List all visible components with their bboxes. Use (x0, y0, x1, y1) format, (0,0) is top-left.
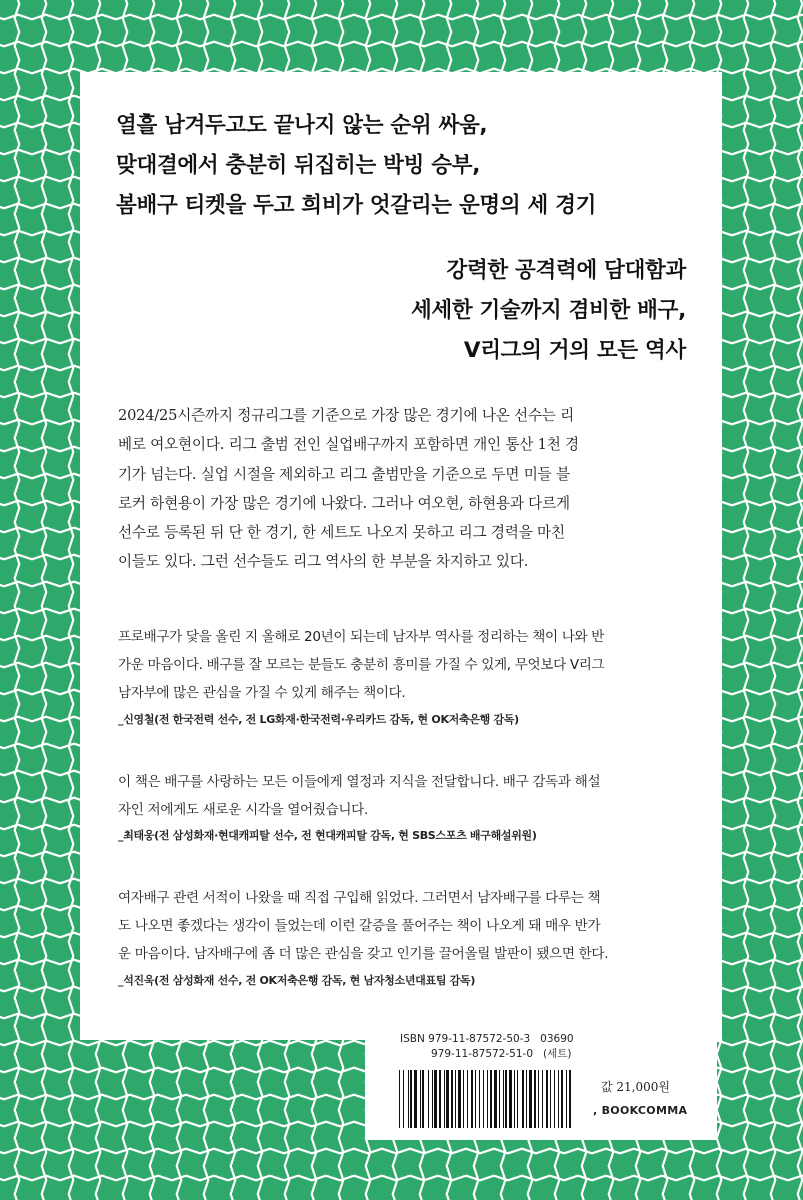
barcode-bar (451, 1070, 453, 1128)
barcode-bar (483, 1070, 484, 1128)
recommendation-line: 운 마음이다. 남자배구에 좀 더 많은 관심을 갖고 인기를 끌어올릴 발판이 됐으면 한다. (118, 946, 609, 963)
barcode-bar (550, 1070, 551, 1128)
barcode-bar (499, 1070, 500, 1128)
barcode-bar (479, 1070, 480, 1128)
barcode-bar (434, 1070, 437, 1128)
isbn-line: ISBN 979-11-87572-50-3 03690 (400, 1033, 574, 1045)
barcode-bar (471, 1070, 473, 1128)
barcode-bar (463, 1070, 464, 1128)
isbn-set-line: 979-11-87572-51-0 (세트) (431, 1048, 572, 1060)
barcode-bar (458, 1070, 461, 1128)
isbn-block (400, 1032, 574, 1062)
recommendation-line: 가운 마음이다. 배구를 잘 모르는 분들도 충분히 흥미를 가질 수 있게, 무엇보다 V리그 (118, 657, 605, 674)
barcode-bar (529, 1070, 532, 1128)
publisher-logo: , BOOKCOMMA (593, 1104, 688, 1117)
barcode-bar (503, 1070, 504, 1128)
barcode-bar (428, 1070, 429, 1128)
back-cover-card (80, 72, 722, 1040)
net-strand (15, 0, 20, 1200)
net-strand (0, 15, 803, 20)
intro-line: 이들도 있다. 그런 선수들도 리그 역사의 한 부분을 차지하고 있다. (118, 553, 529, 571)
barcode-bar (517, 1070, 518, 1128)
recommendation-author: _최태웅(전 삼성화재·현대캐피탈 선수, 전 현대캐피탈 감독, 현 SBS스포츠 배구해설위원) (118, 829, 537, 843)
barcode-bar (522, 1070, 524, 1128)
barcode-bar (420, 1070, 421, 1128)
barcode-bar (408, 1070, 409, 1128)
recommendation-3 (118, 884, 690, 990)
barcode-bar (455, 1070, 456, 1128)
barcode-bar (509, 1070, 512, 1128)
net-strand (798, 0, 803, 1200)
recommendation-line: 자인 저에게도 새로운 시각을 열어줬습니다. (118, 802, 368, 819)
barcode-bar (534, 1070, 536, 1128)
tagline (116, 106, 696, 226)
tagline-line: 열흘 남겨두고도 끝나지 않는 순위 싸움, (116, 113, 488, 138)
barcode-bar (505, 1070, 507, 1128)
barcode-bar (439, 1070, 441, 1128)
net-strand (0, 42, 803, 47)
net-strand (42, 0, 47, 1200)
barcode-bar (403, 1070, 404, 1128)
barcode-bar (558, 1070, 559, 1128)
tagline-secondary-line: 세세한 기술까지 겸비한 배구, (410, 298, 686, 323)
barcode-bar (399, 1070, 400, 1128)
intro-line: 2024/25시즌까지 정규리그를 기준으로 가장 많은 경기에 나온 선수는 리 (118, 407, 575, 424)
price-label: 값 21,000원 (601, 1080, 670, 1094)
net-strand (0, 1176, 803, 1181)
barcode-bar (514, 1070, 515, 1128)
barcode-bar (542, 1070, 543, 1128)
tagline-line: 맞대결에서 충분히 뒤집히는 박빙 승부, (116, 153, 481, 178)
barcode-bar (546, 1070, 548, 1128)
recommendation-line: 이 책은 배구를 사랑하는 모든 이들에게 열정과 지식을 전달합니다. 배구 감독과 해설 (118, 774, 601, 790)
barcode-bar (475, 1070, 476, 1128)
barcode-bar (538, 1070, 539, 1128)
recommendation-1 (118, 623, 690, 729)
recommendation-2 (118, 768, 690, 845)
barcode (397, 1070, 577, 1128)
intro-line: 베로 여오현이다. 리그 출범 전인 실업배구까지 포함하면 개인 통산 1천 경 (118, 436, 579, 454)
barcode-bar (410, 1070, 412, 1128)
barcode-bar (566, 1070, 567, 1128)
barcode-bar (487, 1070, 488, 1128)
intro-line: 선수로 등록된 뒤 단 한 경기, 한 세트도 나오지 못하고 리그 경력을 마친 (118, 524, 565, 542)
intro-line: 로커 하현용이 가장 많은 경기에 나왔다. 그러나 여오현, 하현용과 다르게 (118, 494, 570, 512)
barcode-bar (422, 1070, 424, 1128)
net-strand (69, 0, 74, 1200)
barcode-bar (446, 1070, 449, 1128)
barcode-bar (414, 1070, 417, 1128)
net-strand (0, 1149, 803, 1154)
barcode-bar (444, 1070, 445, 1128)
barcode-bar (467, 1070, 468, 1128)
net-strand (771, 0, 776, 1200)
intro-paragraph (118, 401, 690, 577)
tagline-secondary-line: 강력한 공격력에 담대함과 (446, 258, 686, 283)
recommendation-line: 도 나오면 좋겠다는 생각이 들었는데 이런 갈증을 풀어주는 책이 나오게 돼 매우 반가 (118, 918, 601, 935)
tagline-secondary (186, 251, 686, 371)
recommendation-line: 남자부에 많은 관심을 가질 수 있게 해주는 책이다. (118, 685, 406, 702)
tagline-line: 봄배구 티켓을 두고 희비가 엇갈리는 운명의 세 경기 (116, 193, 597, 218)
recommendation-author: _신영철(전 한국전력 선수, 전 LG화재·한국전력·우리카드 감독, 현 OK저축은행 감독) (118, 712, 519, 726)
barcode-bar (432, 1070, 433, 1128)
barcode-bar (554, 1070, 555, 1128)
intro-line: 기가 넘는다. 실업 시절을 제외하고 리그 출범만을 기준으로 두면 미들 블 (118, 465, 570, 483)
barcode-bar (490, 1070, 492, 1128)
recommendation-line: 여자배구 관련 서적이 나왔을 때 직접 구입해 읽었다. 그러면서 남자배구를 다루는 책 (118, 890, 601, 906)
recommendation-author: _석진욱(전 삼성화재 선수, 전 OK저축은행 감독, 현 남자청소년대표팀 감독) (118, 973, 476, 987)
tagline-secondary-line: V리그의 거의 모든 역사 (463, 338, 686, 363)
barcode-panel (365, 1024, 717, 1140)
barcode-bar (561, 1070, 563, 1128)
net-strand (744, 0, 749, 1200)
barcode-bar (494, 1070, 497, 1128)
barcode-bar (526, 1070, 527, 1128)
recommendation-line: 프로배구가 닻을 올린 지 올해로 20년이 되는데 남자부 역사를 정리하는 책이 나와 반 (118, 629, 605, 645)
barcode-bar (569, 1070, 571, 1128)
